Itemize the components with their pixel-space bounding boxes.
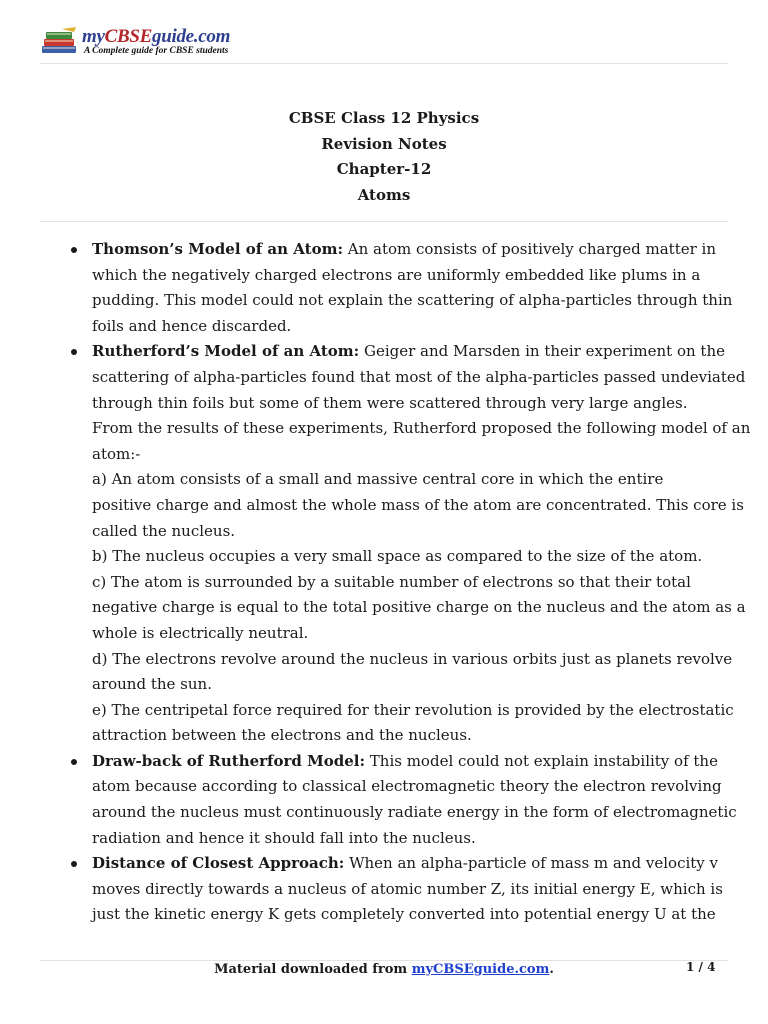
text-line: d) The electrons revolve around the nucleus in various orbits just as planets revolve (92, 649, 733, 668)
text-line: radiation and hence it should fall into the nucleus. (92, 828, 476, 847)
bullet-dot (71, 861, 77, 867)
document-title-block (0, 106, 768, 208)
bullet-rutherford-model (0, 339, 768, 749)
text-line: atom because according to classical electromagnetic theory the electron revolving (92, 777, 722, 796)
text-line: negative charge is equal to the total positive charge on the nucleus and the atom as a (92, 598, 746, 617)
text-line: moves directly towards a nucleus of atomic number Z, its initial energy E, which is (92, 879, 723, 898)
logo-tagline: A Complete guide for CBSE students (84, 46, 229, 56)
footer-divider (40, 960, 728, 961)
text-line: c) The atom is surrounded by a suitable number of electrons so that their total (92, 572, 691, 591)
text-line: called the nucleus. (92, 521, 236, 540)
books-logo-icon (40, 26, 80, 56)
text-line (92, 851, 730, 877)
text-segment: An atom consists of positively charged matter in (343, 240, 717, 258)
text-line (92, 339, 730, 365)
bullet-closest-approach (0, 851, 768, 928)
text-line: foils and hence discarded. (92, 316, 292, 335)
bullet-heading: Draw-back of Rutherford Model: (92, 751, 366, 770)
text-line: scattering of alpha-particles found that most of the alpha-particles passed undeviated (92, 367, 746, 386)
text-line: attraction between the electrons and the nucleus. (92, 726, 472, 745)
title-line: CBSE Class 12 Physics (288, 109, 480, 127)
bullet-rutherford-drawback (0, 749, 768, 851)
text-line: around the nucleus must continuously radiate energy in the form of electromagnetic (92, 803, 737, 822)
text-line: e) The centripetal force required for their revolution is provided by the electrostatic (92, 700, 734, 719)
page-number: 1 / 4 (686, 960, 716, 974)
notes-content (0, 237, 768, 928)
footer-link[interactable]: myCBSEguide.com (411, 962, 550, 977)
footer-text: Material downloaded from (214, 962, 412, 977)
text-line: just the kinetic energy K gets completely converted into potential energy U at the (92, 905, 716, 924)
title-line: Chapter-12 (336, 160, 432, 178)
bullet-dot (71, 349, 77, 355)
title-line: Atoms (357, 185, 411, 204)
text-line: around the sun. (92, 675, 212, 694)
text-line: pudding. This model could not explain the scattering of alpha-particles through thin (92, 291, 733, 310)
text-segment: This model could not explain instability of the (365, 751, 718, 770)
text-line: positive charge and almost the whole mass of the atom are concentrated. This core is (92, 495, 744, 514)
title-divider (40, 221, 728, 222)
text-line (92, 749, 730, 775)
text-line: whole is electrically neutral. (92, 623, 309, 642)
text-segment: Geiger and Marsden in their experiment on the (359, 342, 725, 361)
footer (0, 962, 768, 977)
bullet-thomson-model (0, 237, 768, 339)
bullet-dot (71, 759, 77, 765)
text-line (92, 237, 730, 263)
text-line: b) The nucleus occupies a very small space as compared to the size of the atom. (92, 547, 703, 566)
bullet-dot (71, 247, 77, 253)
title-line: Revision Notes (321, 134, 447, 153)
site-logo (40, 24, 260, 60)
text-line: atom:- (92, 444, 141, 463)
header-divider (40, 63, 728, 64)
bullet-heading: Thomson’s Model of an Atom: (92, 240, 343, 258)
text-line: through thin foils but some of them were scattered through very large angles. (92, 393, 688, 412)
text-line: a) An atom consists of a small and massive central core in which the entire (92, 470, 664, 489)
footer-suffix: . (549, 962, 554, 977)
text-line: From the results of these experiments, Rutherford proposed the following model of an (92, 419, 751, 438)
bullet-heading: Distance of Closest Approach: (92, 854, 345, 873)
bullet-heading: Rutherford’s Model of an Atom: (92, 342, 360, 361)
text-line: which the negatively charged electrons are uniformly embedded like plums in a (92, 265, 701, 284)
text-segment: When an alpha-particle of mass m and velocity v (344, 854, 719, 873)
logo-brand: myCBSEguide.com (82, 26, 231, 47)
